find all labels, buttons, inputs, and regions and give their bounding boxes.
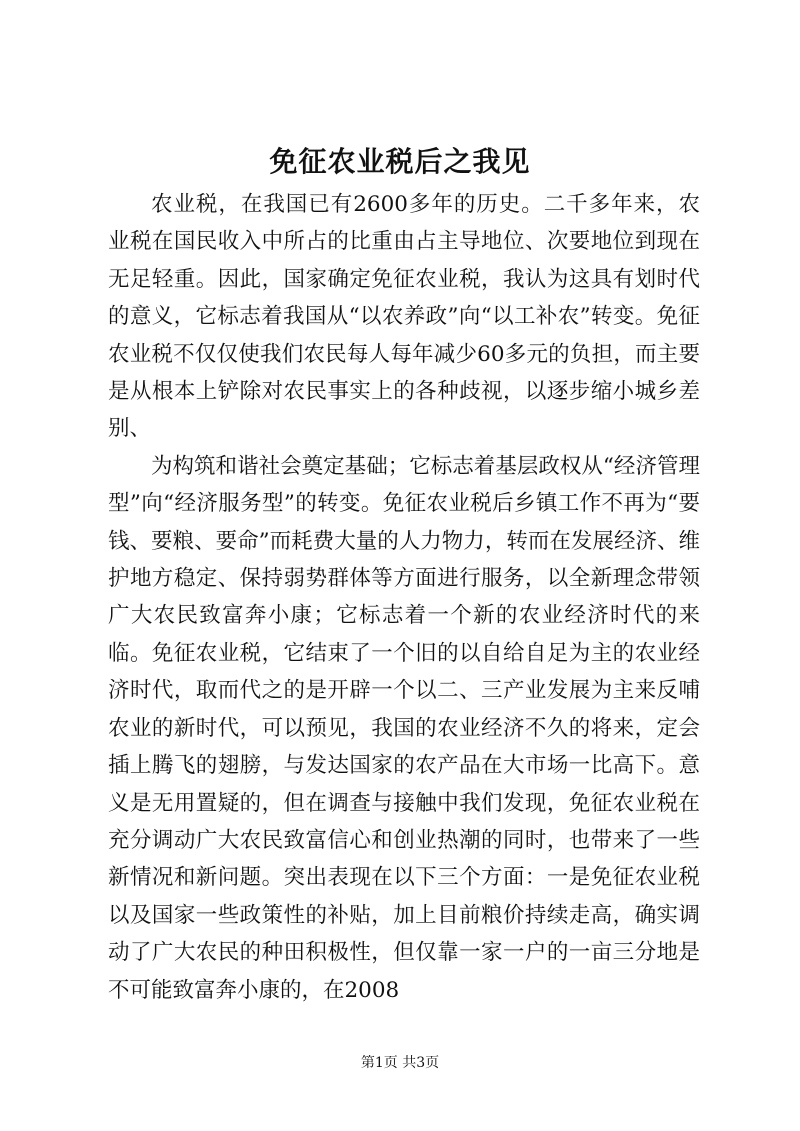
page-number-footer: 第1页 共3页: [360, 1055, 440, 1071]
document-title: 免征农业税后之我见: [269, 145, 531, 178]
paragraph-2: 为构筑和谐社会奠定基础；它标志着基层政权从“经济管理型”向“经济服务型”的转变。免征农业税后乡镇工作不再为“要钱、要粮、要命”而耗费大量的人力物力，转而在发展经济、维护地方稳定、保持弱势群体等方面进行服务，以全新理念带领广大农民致富奔小康；它标志着一个新的农业经济时代的来临。免征农业税，它结束了一个旧的以自给自足为主的农业经济时代，取而代之的是开辟一个以二、三产业发展为主来反哺农业的新时代，可以预见，我国的农业经济不久的将来，定会插上腾飞的翅膀，与发达国家的农产品在大市场一比高下。意义是无用置疑的，但在调查与接触中我们发现，免征农业税在充分调动广大农民致富信心和创业热潮的同时，也带来了一些新情况和新问题。突出表现在以下三个方面：一是免征农业税以及国家一些政策性的补贴，加上目前粮价持续走高，确实调动了广大农民的种田积极性，但仅靠一家一户的一亩三分地是不可能致富奔小康的，在2008: [108, 453, 700, 1003]
paragraph-1: 农业税，在我国已有2600多年的历史。二千多年来，农业税在国民收入中所占的比重由占主导地位、次要地位到现在无足轻重。因此，国家确定免征农业税，我认为这具有划时代的意义，它标志着我国从“以农养政”向“以工补农”转变。免征农业税不仅仅使我们农民每人每年减少60多元的负担，而主要是从根本上铲除对农民事实上的各种歧视，以逐步缩小城乡差别、: [108, 192, 700, 442]
document-body: [108, 186, 700, 1009]
